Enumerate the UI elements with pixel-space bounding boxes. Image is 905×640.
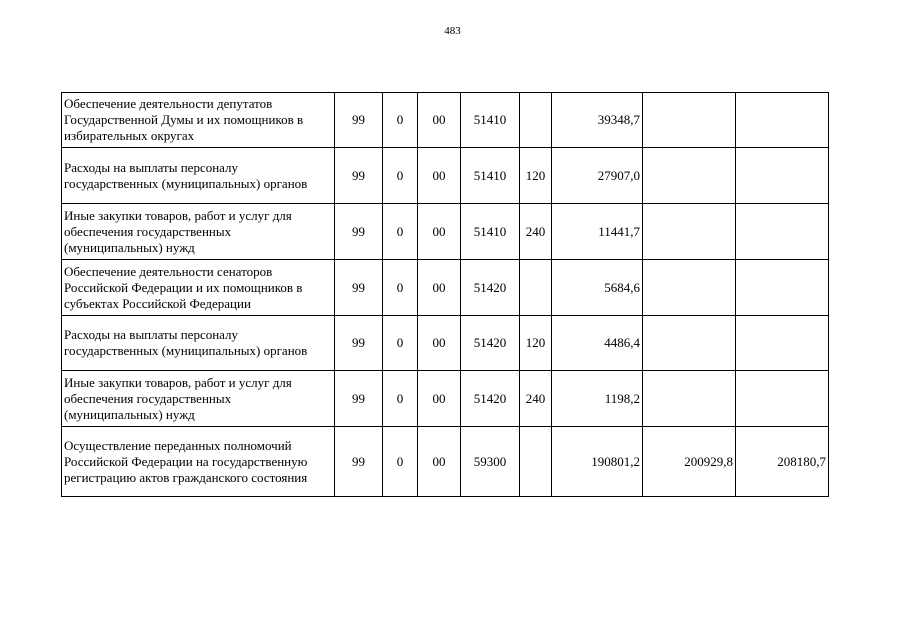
- amount-year3-cell: [736, 204, 829, 260]
- program-code-cell: 99: [335, 427, 383, 497]
- amount-year2-cell: [643, 148, 736, 204]
- main-event-code-cell: 00: [418, 204, 461, 260]
- program-code-cell: 99: [335, 316, 383, 371]
- amount-year2-cell: [643, 204, 736, 260]
- direction-code-cell: 51410: [461, 93, 520, 148]
- program-code-cell: 99: [335, 148, 383, 204]
- main-event-code-cell: 00: [418, 427, 461, 497]
- expense-type-cell: [520, 260, 552, 316]
- table-row: [62, 316, 829, 371]
- amount-year1-cell: 39348,7: [552, 93, 643, 148]
- amount-year2-cell: [643, 93, 736, 148]
- amount-year1-cell: 4486,4: [552, 316, 643, 371]
- amount-year3-cell: 208180,7: [736, 427, 829, 497]
- expense-name-cell: Обеспечение деятельности депутатов Государственной Думы и их помощников в избирательных округах: [62, 93, 335, 148]
- amount-year1-cell: 27907,0: [552, 148, 643, 204]
- subprogram-code-cell: 0: [383, 371, 418, 427]
- direction-code-cell: 51410: [461, 148, 520, 204]
- expense-name-cell: Иные закупки товаров, работ и услуг для обеспечения государственных (муниципальных) нужд: [62, 371, 335, 427]
- table-row: [62, 371, 829, 427]
- expense-name-cell: Расходы на выплаты персоналу государственных (муниципальных) органов: [62, 148, 335, 204]
- amount-year3-cell: [736, 148, 829, 204]
- amount-year1-cell: 1198,2: [552, 371, 643, 427]
- table-row: [62, 148, 829, 204]
- budget-table-body: [62, 93, 829, 497]
- amount-year2-cell: [643, 371, 736, 427]
- main-event-code-cell: 00: [418, 371, 461, 427]
- direction-code-cell: 51420: [461, 260, 520, 316]
- program-code-cell: 99: [335, 93, 383, 148]
- direction-code-cell: 51410: [461, 204, 520, 260]
- main-event-code-cell: 00: [418, 148, 461, 204]
- amount-year3-cell: [736, 93, 829, 148]
- expense-type-cell: [520, 93, 552, 148]
- amount-year3-cell: [736, 316, 829, 371]
- expense-name-cell: Осуществление переданных полномочий Российской Федерации на государственную регистрацию актов гражданского состояния: [62, 427, 335, 497]
- expense-name-cell: Иные закупки товаров, работ и услуг для обеспечения государственных (муниципальных) нужд: [62, 204, 335, 260]
- amount-year2-cell: [643, 316, 736, 371]
- subprogram-code-cell: 0: [383, 427, 418, 497]
- subprogram-code-cell: 0: [383, 93, 418, 148]
- budget-table: [61, 92, 829, 497]
- subprogram-code-cell: 0: [383, 204, 418, 260]
- expense-type-cell: 240: [520, 204, 552, 260]
- program-code-cell: 99: [335, 260, 383, 316]
- expense-type-cell: [520, 427, 552, 497]
- table-row: [62, 260, 829, 316]
- subprogram-code-cell: 0: [383, 148, 418, 204]
- page-number: 483: [444, 25, 461, 37]
- table-row: [62, 204, 829, 260]
- expense-type-cell: 120: [520, 316, 552, 371]
- direction-code-cell: 51420: [461, 371, 520, 427]
- expense-name-cell: Обеспечение деятельности сенаторов Российской Федерации и их помощников в субъектах Российской Федерации: [62, 260, 335, 316]
- expense-name-cell: Расходы на выплаты персоналу государственных (муниципальных) органов: [62, 316, 335, 371]
- table-row: [62, 93, 829, 148]
- amount-year2-cell: [643, 260, 736, 316]
- subprogram-code-cell: 0: [383, 260, 418, 316]
- direction-code-cell: 51420: [461, 316, 520, 371]
- subprogram-code-cell: 0: [383, 316, 418, 371]
- main-event-code-cell: 00: [418, 260, 461, 316]
- expense-type-cell: 120: [520, 148, 552, 204]
- amount-year3-cell: [736, 371, 829, 427]
- amount-year1-cell: 11441,7: [552, 204, 643, 260]
- main-event-code-cell: 00: [418, 316, 461, 371]
- amount-year3-cell: [736, 260, 829, 316]
- amount-year1-cell: 190801,2: [552, 427, 643, 497]
- amount-year2-cell: 200929,8: [643, 427, 736, 497]
- program-code-cell: 99: [335, 204, 383, 260]
- main-event-code-cell: 00: [418, 93, 461, 148]
- amount-year1-cell: 5684,6: [552, 260, 643, 316]
- expense-type-cell: 240: [520, 371, 552, 427]
- direction-code-cell: 59300: [461, 427, 520, 497]
- table-row: [62, 427, 829, 497]
- program-code-cell: 99: [335, 371, 383, 427]
